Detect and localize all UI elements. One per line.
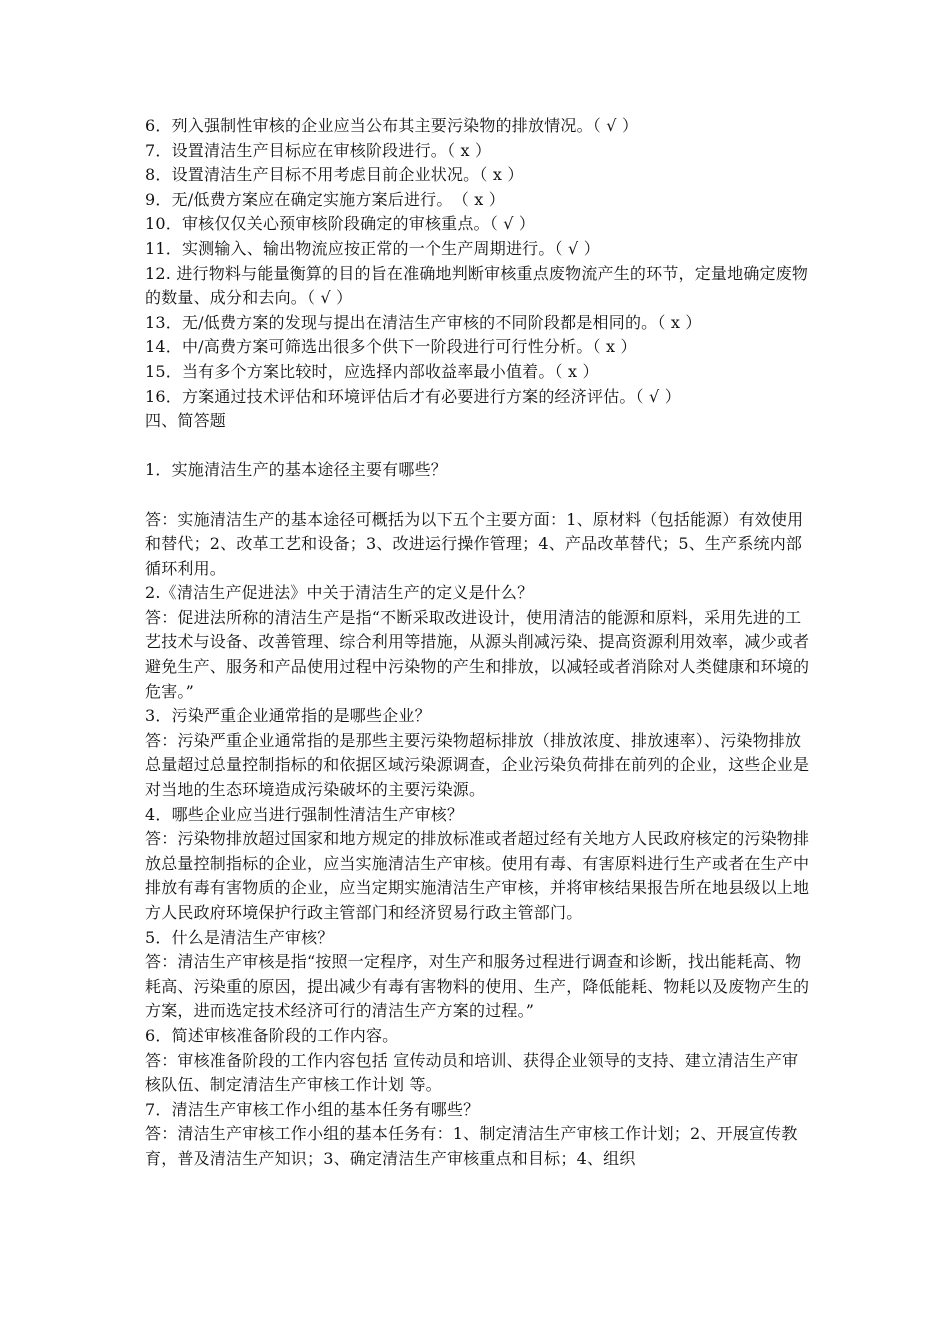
tf-item-16: 16．方案通过技术评估和环境评估后才有必要进行方案的经济评估。（ √ ） xyxy=(145,386,681,406)
tf-item-15: 15．当有多个方案比较时，应选择内部收益率最小值着。（ x ） xyxy=(145,361,599,381)
spacer xyxy=(145,434,811,459)
tf-item-6: 6．列入强制性审核的企业应当公布其主要污染物的排放情况。（ √ ） xyxy=(145,116,639,135)
tf-item-9: 9．无/低费方案应在确定实施方案后进行。 （ x ） xyxy=(145,189,505,209)
tf-item-10: 10．审核仅仅关心预审核阶段确定的审核重点。（ √ ） xyxy=(145,214,536,234)
question-5: 5．什么是清洁生产审核？ xyxy=(145,927,334,947)
document-body xyxy=(145,114,811,1172)
answer-7: 答：清洁生产审核工作小组的基本任务有：1、制定清洁生产审核工作计划；2、开展宣传教育，普及清洁生产知识；3、确定清洁生产审核重点和目标；4、组织 xyxy=(145,1124,798,1168)
question-3: 3．污染严重企业通常指的是哪些企业？ xyxy=(145,706,431,726)
tf-item-12: 12. 进行物料与能量衡算的目的旨在准确地判断审核重点废物流产生的环节，定量地确定废物的数量、成分和去向。（ √ ） xyxy=(145,263,809,308)
tf-item-11: 11．实测输入、输出物流应按正常的一个生产周期进行。（ √ ） xyxy=(145,238,600,258)
answer-5: 答：清洁生产审核是指“按照一定程序，对生产和服务过程进行调查和诊断，找出能耗高、物耗高、污染重的原因，提出减少有毒有害物料的使用、生产，降低能耗、物耗以及废物产生的方案，进而选定技术经济可行的清洁生产方案的过程。” xyxy=(145,952,810,1021)
question-1: 1．实施清洁生产的基本途径主要有哪些？ xyxy=(145,460,447,480)
answer-1: 答：实施清洁生产的基本途径可概括为以下五个主要方面：1、原材料（包括能源）有效使用和替代；2、改革工艺和设备；3、改进运行操作管理；4、产品改革替代；5、生产系统内部循环利用。 xyxy=(145,509,804,578)
question-7: 7．清洁生产审核工作小组的基本任务有哪些？ xyxy=(145,1099,480,1119)
answer-6: 答：审核准备阶段的工作内容包括 宣传动员和培训、获得企业领导的支持、建立清洁生产审核队伍、制定清洁生产审核工作计划 等。 xyxy=(145,1050,799,1095)
section-title: 四、简答题 xyxy=(145,411,227,431)
tf-item-8: 8．设置清洁生产目标不用考虑目前企业状况。（ x ） xyxy=(145,165,524,185)
spacer xyxy=(145,483,811,508)
question-2: 2.《清洁生产促进法》中关于清洁生产的定义是什么？ xyxy=(145,583,534,603)
answer-4: 答：污染物排放超过国家和地方规定的排放标准或者超过经有关地方人民政府核定的污染物排放总量控制指标的企业，应当实施清洁生产审核。使用有毒、有害原料进行生产或者在生产中排放有毒有害物质的企业，应当定期实施清洁生产审核，并将审核结果报告所在地县级以上地方人民政府环境保护行政主管部门和经济贸易行政主管部门。 xyxy=(145,829,810,922)
question-4: 4．哪些企业应当进行强制性清洁生产审核？ xyxy=(145,804,464,824)
tf-item-7: 7．设置清洁生产目标应在审核阶段进行。（ x ） xyxy=(145,140,492,160)
question-6: 6．简述审核准备阶段的工作内容。 xyxy=(145,1025,399,1045)
answer-3: 答：污染严重企业通常指的是那些主要污染物超标排放（排放浓度、排放速率）、污染物排放总量超过总量控制指标的和依据区域污染源调查，企业污染负荷排在前列的企业，这些企业是对当地的生态环境造成污染破坏的主要污染源。 xyxy=(145,730,810,800)
answer-2: 答：促进法所称的清洁生产是指“不断采取改进设计，使用清洁的能源和原料，采用先进的工艺技术与设备、改善管理、综合利用等措施，从源头削减污染、提高资源利用效率，减少或者避免生产、服务和产品使用过程中污染物的产生和排放，以减轻或者消除对人类健康和环境的危害。” xyxy=(145,607,810,701)
tf-item-14: 14．中/高费方案可筛选出很多个供下一阶段进行可行性分析。（ x ） xyxy=(145,337,637,357)
tf-item-13: 13．无/低费方案的发现与提出在清洁生产审核的不同阶段都是相同的。（ x ） xyxy=(145,312,702,332)
